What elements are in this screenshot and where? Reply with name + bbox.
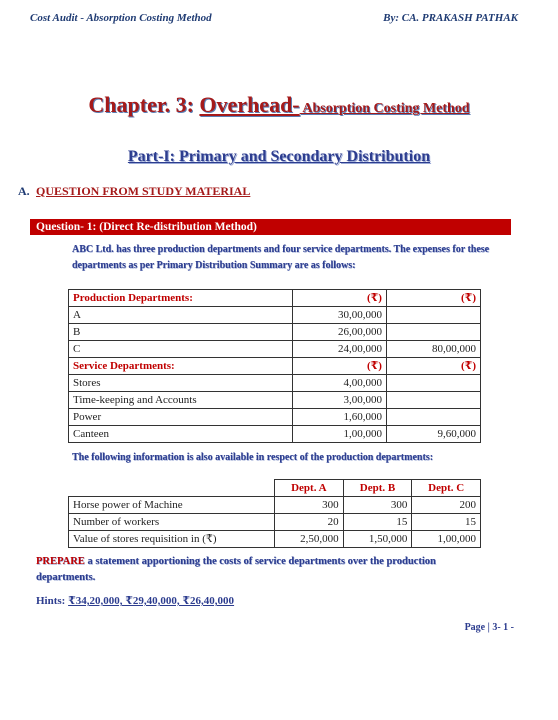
expense-table (68, 289, 481, 443)
cell-amount: 30,00,000 (292, 307, 386, 324)
table-section-row (69, 358, 481, 375)
cell-total (386, 409, 480, 426)
info-paragraph: The following information is also available in respect of the production departments: (72, 452, 434, 463)
cell-amount: 26,00,000 (292, 324, 386, 341)
column-header-dept-a: Dept. A (275, 480, 344, 497)
row-label: Value of stores requisition in (₹) (69, 531, 275, 548)
cell-amount: 1,60,000 (292, 409, 386, 426)
cell-amount: (₹) (292, 358, 386, 375)
question-paragraph: ABC Ltd. has three production departments and four service departments. The expenses for these departments as per Primary Distribution Summary are as follows: (72, 244, 490, 271)
cell-total (386, 324, 480, 341)
cell-total: (₹) (386, 290, 480, 307)
cell-total (386, 307, 480, 324)
table-header-row (69, 480, 481, 497)
row-label: Number of workers (69, 514, 275, 531)
table-row (69, 497, 481, 514)
chapter-prefix: Chapter. 3: (88, 92, 200, 117)
hints-values: ₹34,20,000, ₹29,40,000, ₹26,40,000 (68, 595, 235, 607)
cell-amount: 24,00,000 (292, 341, 386, 358)
section-letter: A. (18, 184, 30, 198)
table-row (69, 531, 481, 548)
cell-total: 9,60,000 (386, 426, 480, 443)
row-label: Stores (69, 375, 293, 392)
prepare-text: a statement apportioning the costs of service departments over the production departments. (36, 556, 436, 583)
question-bar: Question- 1: (Direct Re-distribution Method) (30, 219, 511, 235)
cell-total (386, 392, 480, 409)
row-label: A (69, 307, 293, 324)
row-label: Production Departments: (69, 290, 293, 307)
table-row (69, 341, 481, 358)
hints (36, 594, 234, 607)
table-row (69, 324, 481, 341)
cell-total: 80,00,000 (386, 341, 480, 358)
cell-amount: 3,00,000 (292, 392, 386, 409)
prepare-instruction (36, 554, 476, 586)
chapter-title (0, 92, 558, 118)
table-corner (69, 480, 275, 497)
cell-dept-b: 300 (343, 497, 412, 514)
row-label: Time-keeping and Accounts (69, 392, 293, 409)
section-heading (18, 184, 250, 199)
table-row (69, 514, 481, 531)
table-section-row (69, 290, 481, 307)
row-label: Canteen (69, 426, 293, 443)
table-row (69, 409, 481, 426)
cell-total (386, 375, 480, 392)
part-title: Part-I: Primary and Secondary Distribution (127, 148, 431, 165)
table-row (69, 426, 481, 443)
header-left: Cost Audit - Absorption Costing Method (30, 12, 212, 24)
row-label: Power (69, 409, 293, 426)
cell-dept-c: 15 (412, 514, 481, 531)
cell-amount: 4,00,000 (292, 375, 386, 392)
cell-dept-a: 20 (275, 514, 344, 531)
row-label: B (69, 324, 293, 341)
cell-amount: (₹) (292, 290, 386, 307)
cell-dept-b: 1,50,000 (343, 531, 412, 548)
cell-total: (₹) (386, 358, 480, 375)
row-label: Horse power of Machine (69, 497, 275, 514)
table-row (69, 392, 481, 409)
cell-dept-c: 1,00,000 (412, 531, 481, 548)
table-row (69, 307, 481, 324)
page-number: Page | 3- 1 - (464, 622, 514, 633)
production-info-table (68, 479, 481, 548)
header-right: By: CA. PRAKASH PATHAK (383, 12, 518, 24)
prepare-keyword: PREPARE (36, 556, 85, 567)
table-row (69, 375, 481, 392)
chapter-sub: Absorption Costing Method (299, 101, 470, 116)
row-label: C (69, 341, 293, 358)
cell-dept-b: 15 (343, 514, 412, 531)
cell-dept-a: 300 (275, 497, 344, 514)
hints-label: Hints: (36, 595, 69, 607)
column-header-dept-b: Dept. B (343, 480, 412, 497)
cell-dept-c: 200 (412, 497, 481, 514)
section-title: QUESTION FROM STUDY MATERIAL (36, 184, 251, 198)
chapter-main: Overhead- (199, 92, 300, 117)
column-header-dept-c: Dept. C (412, 480, 481, 497)
cell-amount: 1,00,000 (292, 426, 386, 443)
cell-dept-a: 2,50,000 (275, 531, 344, 548)
row-label: Service Departments: (69, 358, 293, 375)
